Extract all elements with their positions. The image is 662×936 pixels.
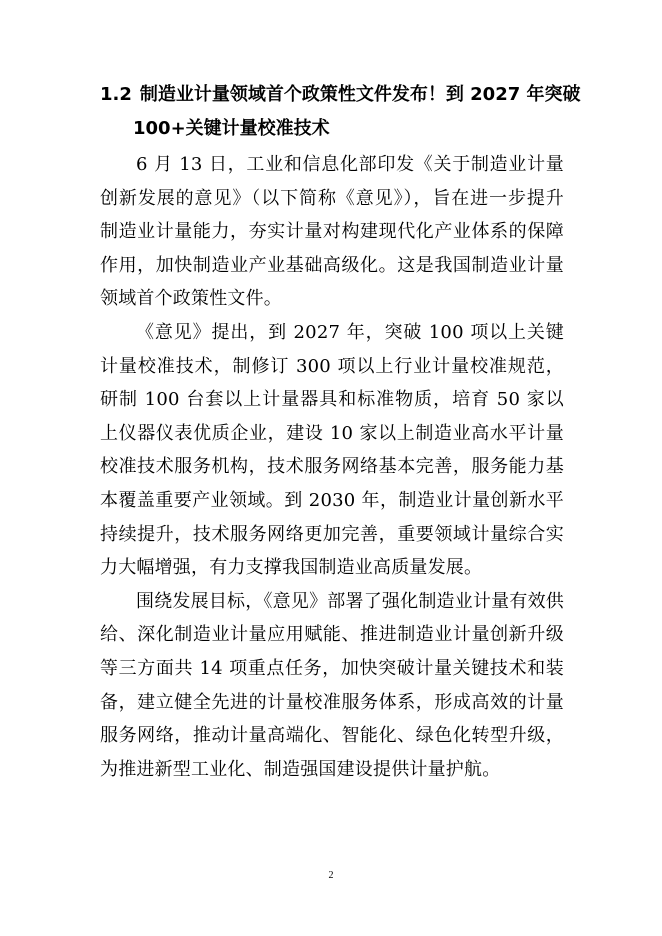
paragraph-targets: 《意见》提出，到 2027 年，突破 100 项以上关键计量校准技术，制修订 300 项以上行业计量校准规范，研制 100 台套以上计量器具和标准物质，培育 50 家以上仪器仪表优质企业，建设 10 家以上制造业高水平计量校准技术服务机构，技术服务网络基本完善，服务能力基本覆盖重要产业领域。到 2030 年，制造业计量创新水平持续提升，技术服务网络更加完善，重要领域计量综合实力大幅增强，有力支撑我国制造业高质量发展。 <box>100 321 564 579</box>
body-text <box>100 148 564 786</box>
section-heading <box>100 78 581 146</box>
paragraph-tasks: 围绕发展目标，《意见》部署了强化制造业计量有效供给、深化制造业计量应用赋能、推进制造业计量创新升级等三方面共 14 项重点任务，加快突破计量关键技术和装备，建立健全先进的计量校准服务体系，形成高效的计量服务网络，推动计量高端化、智能化、绿色化转型升级，为推进新型工业化、制造强国建设提供计量护航。 <box>100 590 564 780</box>
paragraph-intro: 6 月 13 日，工业和信息化部印发《关于制造业计量创新发展的意见》（以下简称《意见》），旨在进一步提升制造业计量能力，夯实计量对构建现代化产业体系的保障作用，加快制造业产业基础高级化。这是我国制造业计量领域首个政策性文件。 <box>100 154 564 310</box>
section-title-line2: 100+关键计量校准技术 <box>133 118 330 139</box>
page-number: 2 <box>328 870 334 881</box>
section-number: 1.2 <box>100 84 132 105</box>
section-title-line1: 制造业计量领域首个政策性文件发布！到 2027 年突破 <box>139 84 581 105</box>
